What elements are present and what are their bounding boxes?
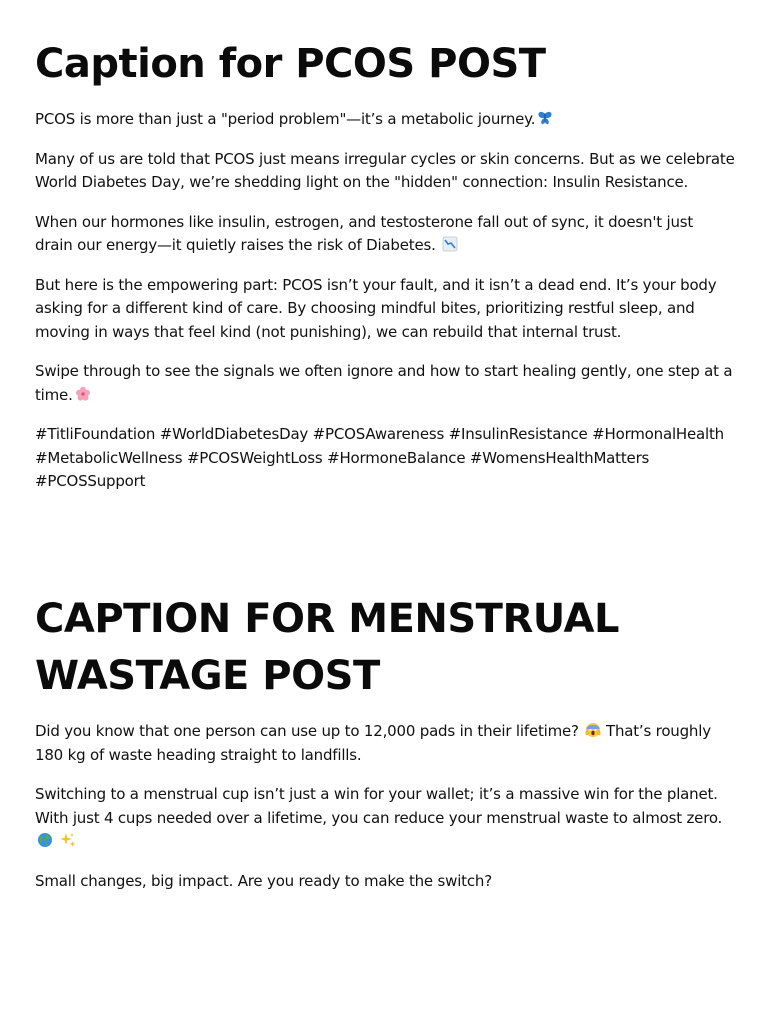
menstrual-caption-section	[35, 591, 735, 909]
sparkles-icon	[60, 832, 76, 848]
pcos-paragraph-3-text: When our hormones like insulin, estrogen, and testosterone fall out of sync, it doesn't just drain our energy—it quietly raises the risk of Diabetes.	[35, 212, 694, 254]
menstrual-paragraph-3: Small changes, big impact. Are you ready to make the switch?	[35, 871, 492, 890]
pcos-paragraph-5-text: Swipe through to see the signals we often ignore and how to start healing gently, one step at a time.	[35, 362, 733, 404]
pcos-paragraph-3	[35, 211, 735, 258]
pcos-section-title: Caption for PCOS POST	[35, 41, 546, 87]
pcos-paragraph-1-text: PCOS is more than just a "period problem"—it’s a metabolic journey.	[35, 110, 536, 128]
menstrual-paragraph-2-text: Switching to a menstrual cup isn’t just a win for your wallet; it’s a massive win for the planet. With just 4 cups needed over a lifetime, you can reduce your menstrual waste to almost zero.	[35, 785, 723, 827]
pcos-paragraph-2: Many of us are told that PCOS just means irregular cycles or skin concerns. But as we celebrate World Diabetes Day, we’re shedding light on the "hidden" connection: Insulin Resistance.	[35, 149, 735, 191]
menstrual-paragraph-2	[35, 783, 735, 854]
cherry-blossom-icon	[75, 386, 91, 402]
menstrual-paragraph-1-text-b: That’s roughly 180 kg of waste heading straight to landfills.	[35, 722, 711, 764]
menstrual-paragraph-1	[35, 720, 735, 767]
screaming-face-icon	[585, 722, 601, 738]
menstrual-paragraph-1-text-a: Did you know that one person can use up to 12,000 pads in their lifetime?	[35, 722, 579, 740]
chart-decreasing-icon	[442, 236, 458, 252]
pcos-hashtags: #TitliFoundation #WorldDiabetesDay #PCOSAwareness #InsulinResistance #HormonalHealth #MetabolicWellness #PCOSWeightLoss #HormoneBalance #WomensHealthMatters #PCOSSupport	[35, 425, 724, 490]
pcos-paragraph-1	[35, 108, 735, 132]
pcos-paragraph-4: But here is the empowering part: PCOS isn’t your fault, and it isn’t a dead end. It’s your body asking for a different kind of care. By choosing mindful bites, prioritizing restful sleep, and moving in ways that feel kind (not punishing), we can rebuild that internal trust.	[35, 275, 717, 341]
menstrual-section-title: CAPTION FOR MENSTRUAL WASTAGE POST	[35, 596, 619, 699]
globe-icon	[37, 832, 53, 848]
pcos-caption-section	[35, 36, 735, 510]
butterfly-icon	[537, 110, 553, 126]
pcos-paragraph-5	[35, 360, 735, 407]
